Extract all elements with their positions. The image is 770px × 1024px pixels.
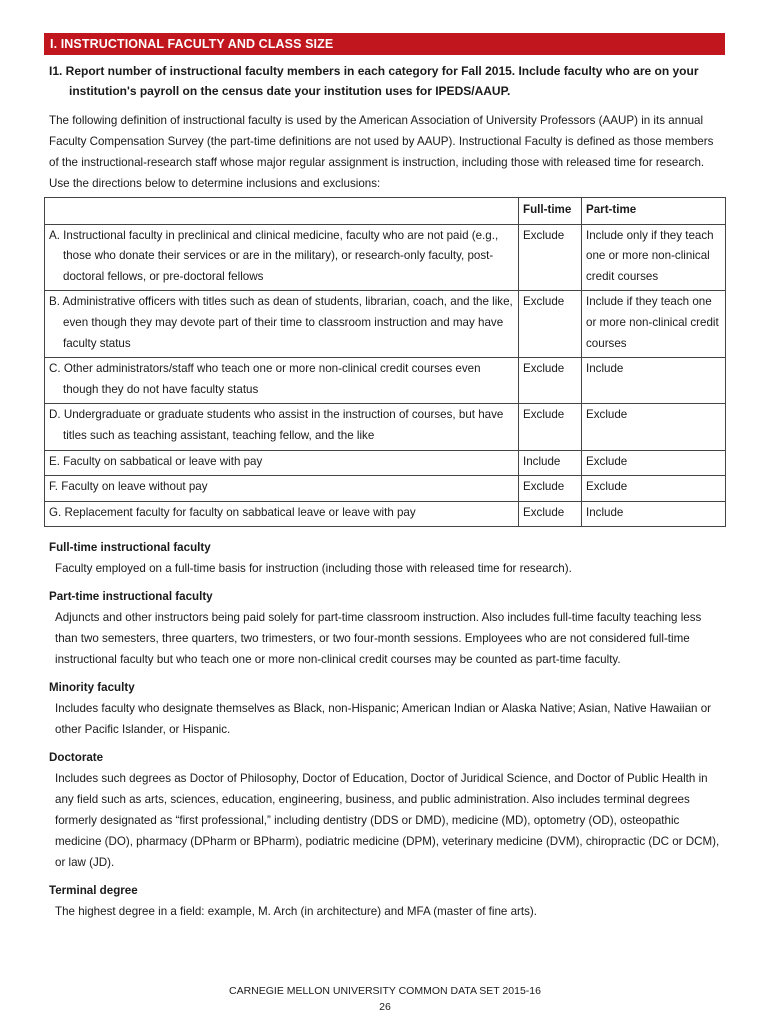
row-parttime: Exclude	[582, 476, 726, 502]
row-parttime: Exclude	[582, 404, 726, 450]
row-description: B. Administrative officers with titles such as dean of students, librarian, coach, and the like, even though they may devote part of their time to classroom instruction and may have faculty status	[45, 291, 519, 358]
term-parttime-faculty: Part-time instructional faculty	[49, 590, 213, 603]
term-minority-faculty: Minority faculty	[49, 681, 135, 694]
definitions-section	[49, 537, 721, 922]
term-fulltime-faculty: Full-time instructional faculty	[49, 541, 211, 554]
row-description: D. Undergraduate or graduate students who assist in the instruction of courses, but have titles such as teaching assistant, teaching fellow, and the like	[45, 404, 519, 450]
row-parttime: Include	[582, 358, 726, 404]
definition-terminal-degree: The highest degree in a field: example, M. Arch (in architecture) and MFA (master of fine arts).	[55, 905, 538, 918]
header-fulltime: Full-time	[519, 198, 582, 225]
row-description: G. Replacement faculty for faculty on sabbatical leave or leave with pay	[45, 501, 519, 527]
definition-minority-faculty: Includes faculty who designate themselves as Black, non-Hispanic; American Indian or Alaska Native; Asian, Native Hawaiian or other Pacific Islander, or Hispanic.	[55, 702, 712, 736]
question-i1: I1. Report number of instructional faculty members in each category for Fall 2015. Include faculty who are on your institution's payroll on the census date your institution uses for IPEDS/AAUP.	[49, 64, 699, 98]
table-header-row	[45, 198, 726, 225]
row-fulltime: Exclude	[519, 358, 582, 404]
term-doctorate: Doctorate	[49, 751, 104, 764]
header-blank	[45, 198, 519, 225]
footer-organization: CARNEGIE MELLON UNIVERSITY COMMON DATA SET 2015-16	[229, 985, 541, 997]
header-parttime: Part-time	[582, 198, 726, 225]
section-header: I. INSTRUCTIONAL FACULTY AND CLASS SIZE	[44, 33, 725, 55]
row-description: F. Faculty on leave without pay	[45, 476, 519, 502]
row-parttime: Include	[582, 501, 726, 527]
term-terminal-degree: Terminal degree	[49, 884, 138, 897]
row-fulltime: Exclude	[519, 224, 582, 291]
page-number: 26	[379, 1001, 391, 1013]
row-description: C. Other administrators/staff who teach one or more non-clinical credit courses even though they do not have faculty status	[45, 358, 519, 404]
table-row	[45, 291, 726, 358]
row-description: A. Instructional faculty in preclinical and clinical medicine, faculty who are not paid (e.g., those who donate their services or are in the military), or research-only faculty, post-doctoral fellows, or pre-doctoral fellows	[45, 224, 519, 291]
row-fulltime: Exclude	[519, 476, 582, 502]
row-parttime: Include if they teach one or more non-clinical credit courses	[582, 291, 726, 358]
inclusion-exclusion-table	[44, 197, 726, 527]
row-fulltime: Exclude	[519, 501, 582, 527]
table-row	[45, 501, 726, 527]
row-parttime: Exclude	[582, 450, 726, 476]
table-row	[45, 404, 726, 450]
row-description: E. Faculty on sabbatical or leave with pay	[45, 450, 519, 476]
definition-doctorate: Includes such degrees as Doctor of Philosophy, Doctor of Education, Doctor of Juridical Science, and Doctor of Public Health in any field such as arts, sciences, education, engineering, business, and public administration. Also includes terminal degrees formerly designated as “first professional,” including dentistry (DDS or DMD), medicine (MD), optometry (OD), osteopathic medicine (DO), pharmacy (DPharm or BPharm), podiatric medicine (DPM), veterinary medicine (DVM), chiropractic (DC or DCM), or law (JD).	[55, 772, 720, 869]
row-parttime: Include only if they teach one or more non-clinical credit courses	[582, 224, 726, 291]
definition-parttime-faculty: Adjuncts and other instructors being paid solely for part-time classroom instruction. Also includes full-time faculty teaching less than two semesters, three quarters, two trimesters, or two four-month sessions. Employees who are not considered full-time instructional faculty but who teach one or more non-clinical credit courses may be counted as part-time faculty.	[55, 611, 702, 666]
table-row	[45, 450, 726, 476]
table-row	[45, 224, 726, 291]
row-fulltime: Include	[519, 450, 582, 476]
table-row	[45, 358, 726, 404]
intro-paragraph: The following definition of instructional faculty is used by the American Association of University Professors (AAUP) in its annual Faculty Compensation Survey (the part-time definitions are not used by AAUP). Instructional Faculty is defined as those members of the instructional-research staff whose major regular assignment is instruction, including those with released time for research. Use the directions below to determine inclusions and exclusions:	[49, 114, 714, 190]
definition-fulltime-faculty: Faculty employed on a full-time basis for instruction (including those with released time for research).	[55, 562, 572, 575]
table-row	[45, 476, 726, 502]
row-fulltime: Exclude	[519, 291, 582, 358]
row-fulltime: Exclude	[519, 404, 582, 450]
